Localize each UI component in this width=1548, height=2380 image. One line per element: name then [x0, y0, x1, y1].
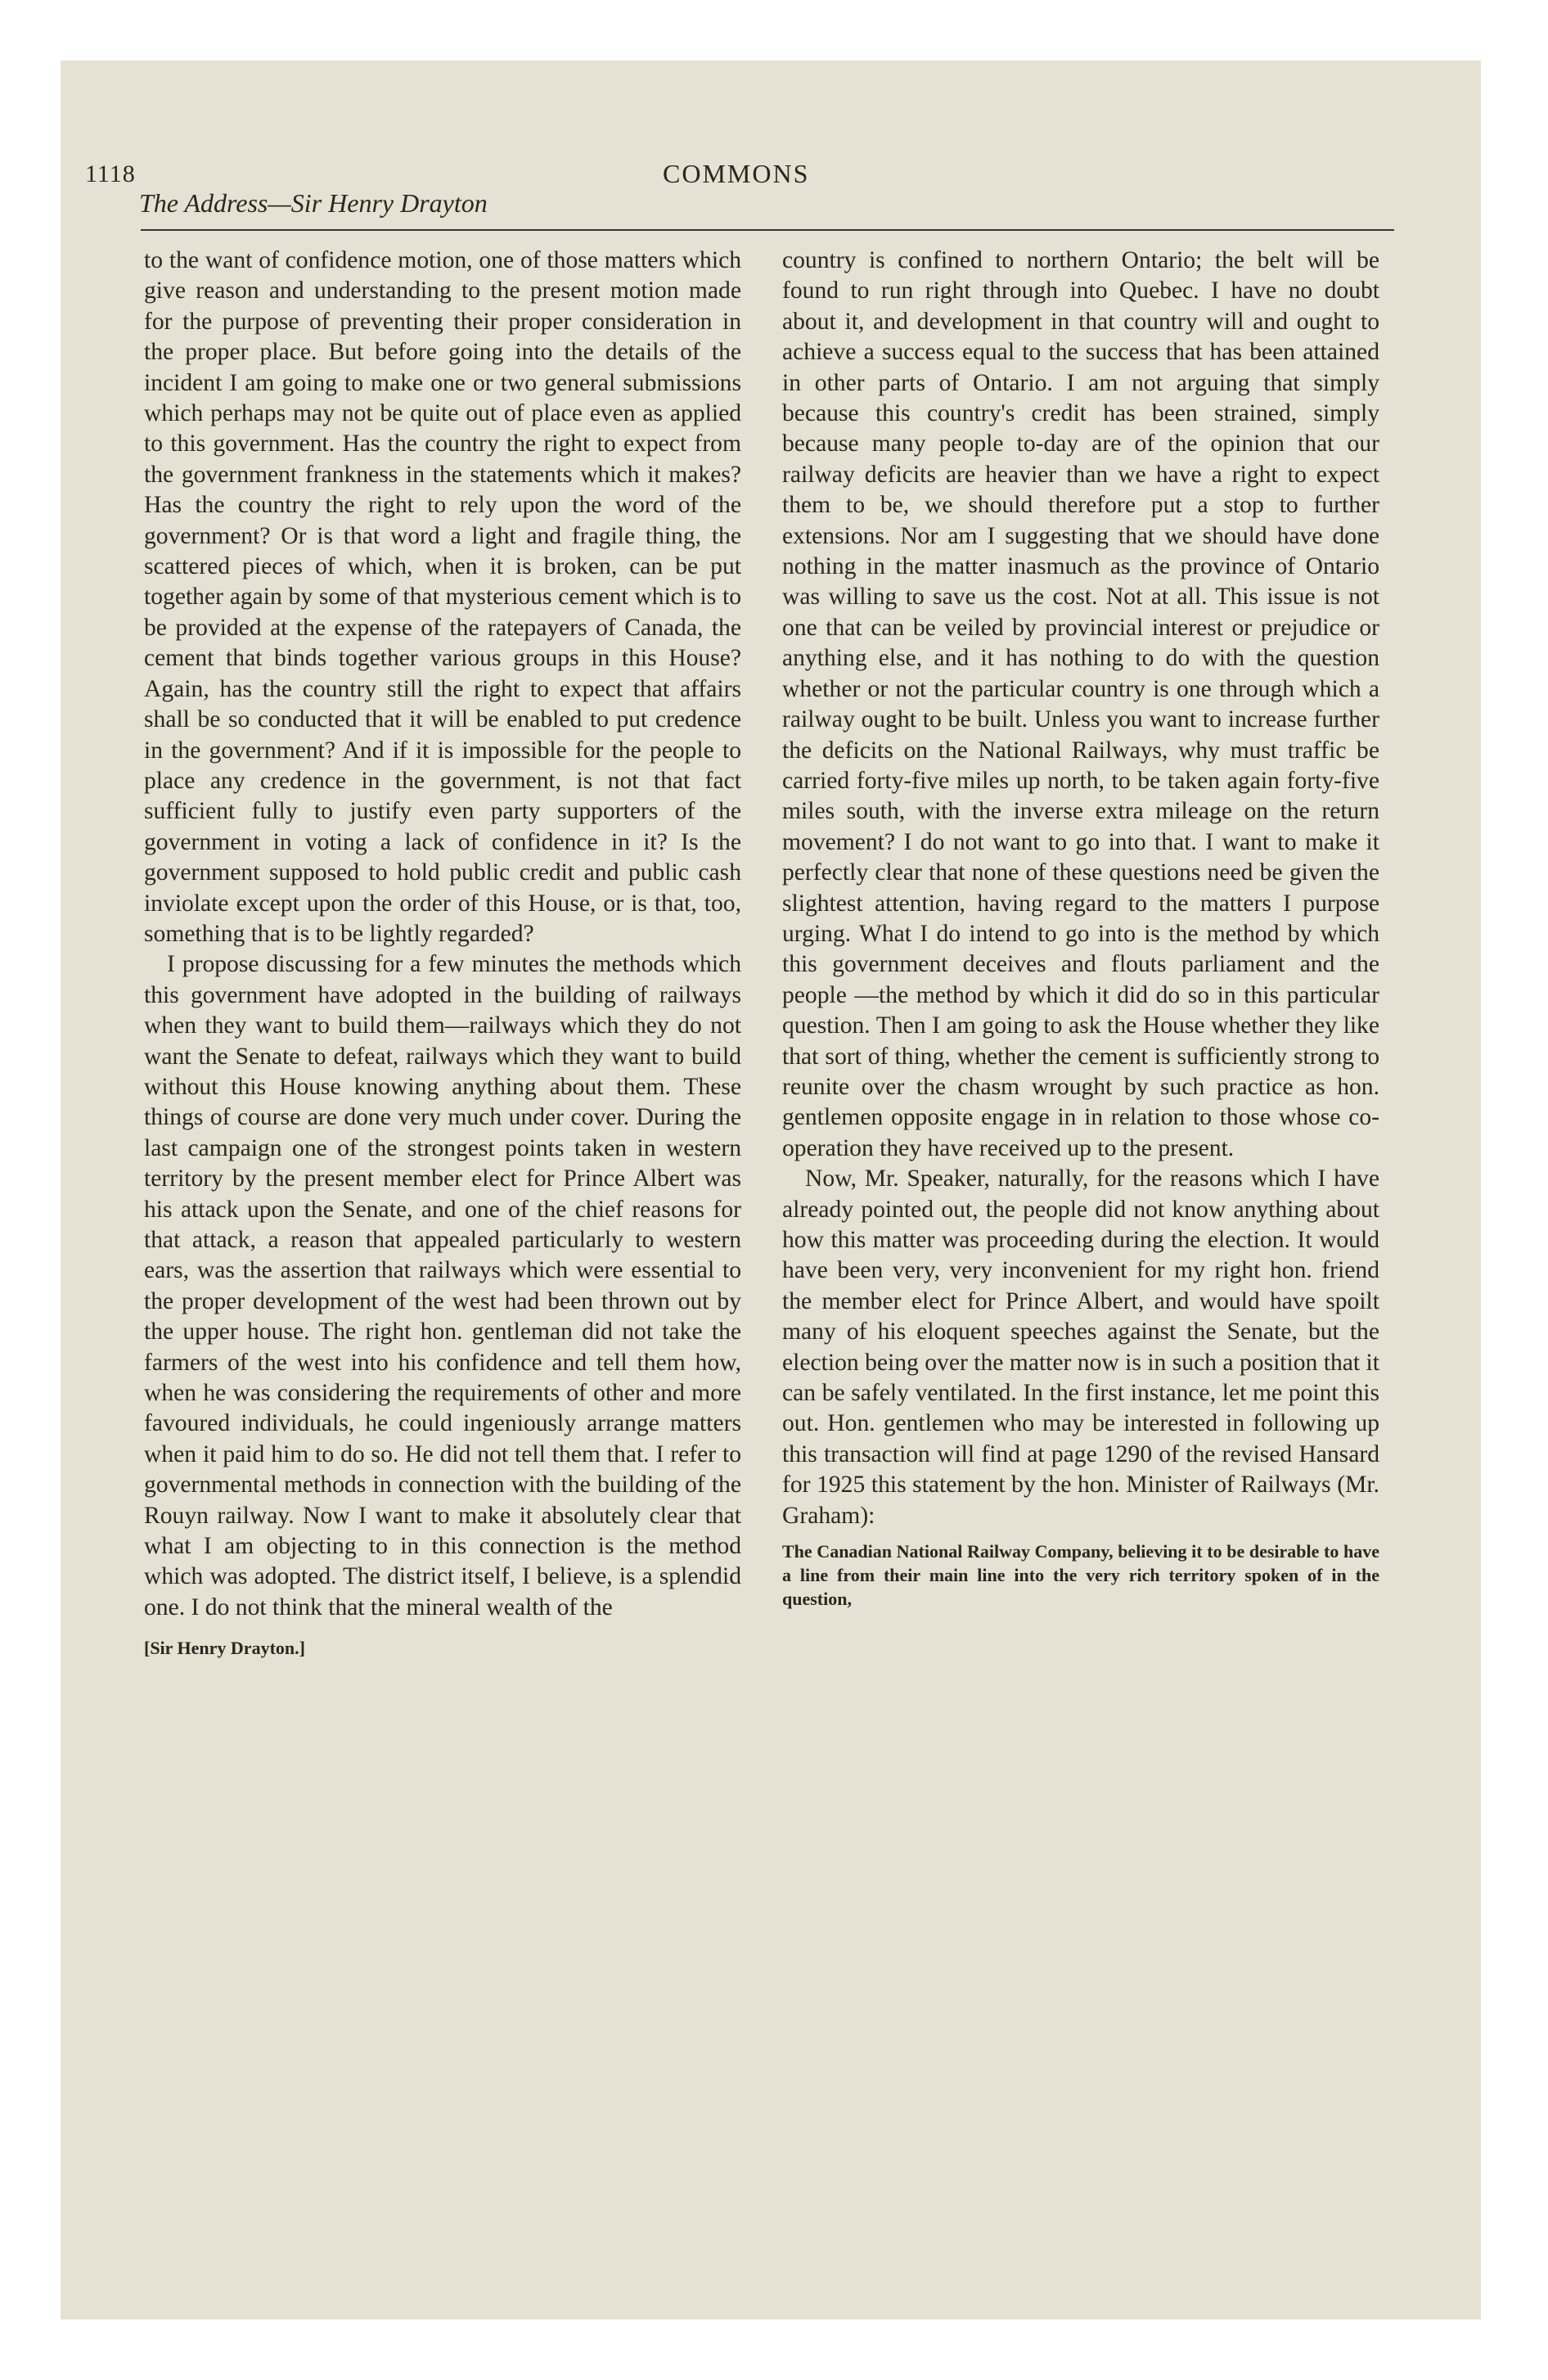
speaker-attribution: [Sir Henry Drayton.] — [144, 1638, 305, 1659]
right-column — [782, 246, 1379, 1611]
quoted-statement: The Canadian National Railway Company, believing it to be desirable to have a line from their main line into the very rich territory spoken of in the question, — [782, 1541, 1379, 1610]
right-paragraph-2: Now, Mr. Speaker, naturally, for the reasons which I have already pointed out, the people did not know anything about how this matter was proceeding during the election. It would have been very, very inconvenient for my right hon. friend the member elect for Prince Albert, and would have spoilt many of his eloquent speeches against the Senate, but the election being over the matter now is in such a position that it can be safely ventilated. In the first instance, let me point this out. Hon. gentlemen who may be interested in following up this transaction will find at page 1290 of the revised Hansard for 1925 this statement by the hon. Minister of Railways (Mr. Graham): — [782, 1165, 1379, 1529]
left-paragraph-1: to the want of confidence motion, one of those matters which give reason and understanding to the present motion made for the purpose of preventing their proper consideration in the proper place. But before going into the details of the incident I am going to make one or two general submissions which perhaps may not be quite out of place even as applied to this government. Has the country the right to expect from the government frankness in the statements which it makes? Has the country the right to rely upon the word of the government? Or is that word a light and fragile thing, the scattered pieces of which, when it is broken, can be put together again by some of that mysterious cement which is to be provided at the expense of the ratepayers of Canada, the cement that binds together various groups in this House? Again, has the country still the right to expect that affairs shall be so conducted that it will be enabled to put credence in the government? And if it is impossible for the people to place any credence in the government, is not that fact sufficient fully to justify even party supporters of the government in voting a lack of confidence in it? Is the government supposed to hold public credit and public cash inviolate except upon the order of this House, or is that, too, something that is to be lightly regarded? — [144, 247, 741, 947]
running-subtitle: The Address—Sir Henry Drayton — [139, 188, 488, 218]
right-paragraph-1: country is confined to northern Ontario; the belt will be found to run right through into Quebec. I have no doubt about it, and development in that country will and ought to achieve a success equal to the success that has been attained in other parts of Ontario. I am not arguing that simply because this country's credit has been strained, simply because many people to-day are of the opinion that our railway deficits are heavier than we have a right to expect them to be, we should therefore put a stop to further extensions. Nor am I suggesting that we should have done nothing in the matter inasmuch as the province of Ontario was willing to save us the cost. Not at all. This issue is not one that can be veiled by provincial interest or prejudice or anything else, and it has nothing to do with the question whether or not the particular country is one through which a railway ought to be built. Unless you want to increase further the deficits on the National Railways, why must traffic be carried forty-five miles up north, to be taken again forty-five miles south, with the inverse extra mileage on the return movement? I do not want to go into that. I want to make it perfectly clear that none of these questions need be given the slightest attention, having regard to the matters I purpose urging. What I do intend to go into is the method by which this government deceives and flouts parliament and the people —the method by which it did do so in this particular question. Then I am going to ask the House whether they like that sort of thing, whether the cement is sufficiently strong to reunite over the chasm wrought by such practice as hon. gentlemen opposite engage in in relation to those whose co-operation they have received up to the present. — [782, 247, 1379, 1161]
header-rule — [141, 229, 1394, 231]
left-paragraph-2: I propose discussing for a few minutes the methods which this government have adopted in the building of railways when they want to build them—railways which they do not want the Senate to defeat, railways which they want to build without this House knowing anything about them. These things of course are done very much under cover. During the last campaign one of the strongest points taken in western territory by the present member elect for Prince Albert was his attack upon the Senate, and one of the chief reasons for that attack, a reason that appealed particularly to western ears, was the assertion that railways which were essential to the proper development of the west had been thrown out by the upper house. The right hon. gentleman did not take the farmers of the west into his confidence and tell them how, when he was considering the requirements of other and more favoured individuals, he could ingeniously arrange matters when it paid him to do so. He did not tell them that. I refer to governmental methods in connection with the building of the Rouyn railway. Now I want to make it absolutely clear that what I am objecting to in this connection is the method which was adopted. The district itself, I believe, is a splendid one. I do not think that the mineral wealth of the — [144, 951, 741, 1620]
page-number: 1118 — [85, 160, 136, 187]
left-column — [144, 246, 741, 1661]
page-header — [85, 95, 1394, 218]
running-title: COMMONS — [663, 159, 810, 188]
